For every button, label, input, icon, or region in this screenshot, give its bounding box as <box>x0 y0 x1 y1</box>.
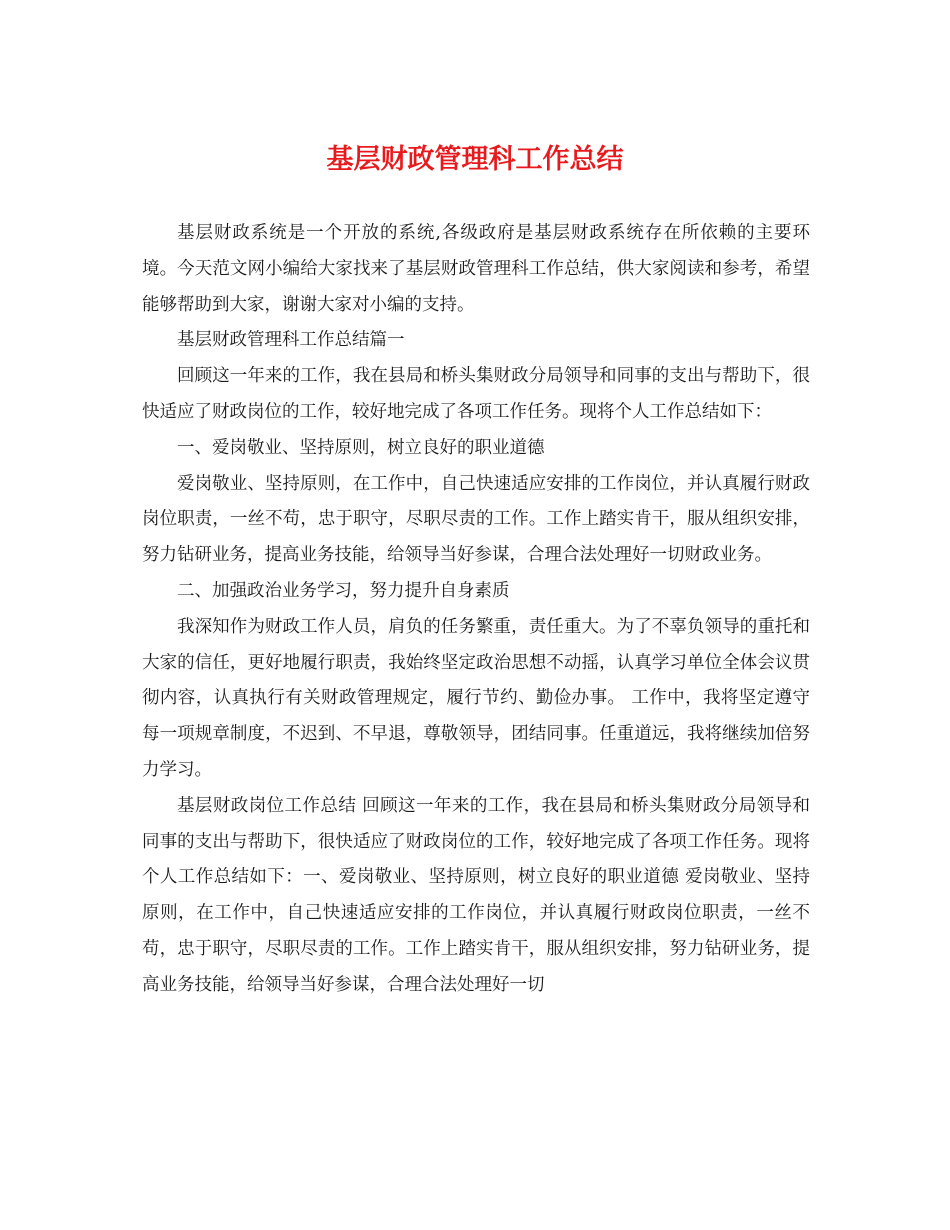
section-2-paragraph: 我深知作为财政工作人员，肩负的任务繁重，责任重大。为了不辜负领导的重托和大家的信任，更好地履行职责，我始终坚定政治思想不动摇，认真学习单位全体会议贯彻内容，认真执行有关财政管理规定，履行节约、勤俭办事。 工作中，我将坚定遵守每一项规章制度，不迟到、不早退，尊敬领导，团结同事。任重道远，我将继续加倍努力学习。 <box>142 616 810 780</box>
section-1-paragraph: 爱岗敬业、坚持原则，在工作中，自己快速适应安排的工作岗位，并认真履行财政岗位职责，一丝不苟，忠于职守，尽职尽责的工作。工作上踏实肯干，服从组织安排，努力钻研业务，提高业务技能，给领导当好参谋，合理合法处理好一切财政业务。 <box>142 473 810 566</box>
intro-paragraph: 基层财政系统是一个开放的系统,各级政府是基层财政系统存在所依赖的主要环境。今天范文网小编给大家找来了基层财政管理科工作总结，供大家阅读和参考，希望能够帮助到大家，谢谢大家对小编的支持。 <box>142 223 810 315</box>
section-heading-1: 一、爱岗敬业、坚持原则，树立良好的职业道德 <box>177 437 545 458</box>
document-title: 基层财政管理科工作总结 <box>326 144 624 175</box>
review-paragraph: 回顾这一年来的工作，我在县局和桥头集财政分局领导和同事的支出与帮助下，很快适应了财政岗位的工作，较好地完成了各项工作任务。现将个人工作总结如下： <box>142 366 810 422</box>
section-heading-2: 二、加强政治业务学习，努力提升自身素质 <box>177 580 510 601</box>
section-heading-part-one: 基层财政管理科工作总结篇一 <box>177 330 405 351</box>
document-body <box>142 216 810 1004</box>
summary-paragraph: 基层财政岗位工作总结 回顾这一年来的工作，我在县局和桥头集财政分局领导和同事的支出与帮助下，很快适应了财政岗位的工作，较好地完成了各项工作任务。现将个人工作总结如下：一、爱岗敬业、坚持原则，树立良好的职业道德 爱岗敬业、坚持原则，在工作中，自己快速适应安排的工作岗位，并认真履行财政岗位职责，一丝不苟，忠于职守，尽职尽责的工作。工作上踏实肯干，服从组织安排，努力钻研业务，提高业务技能，给领导当好参谋，合理合法处理好一切 <box>142 795 810 995</box>
